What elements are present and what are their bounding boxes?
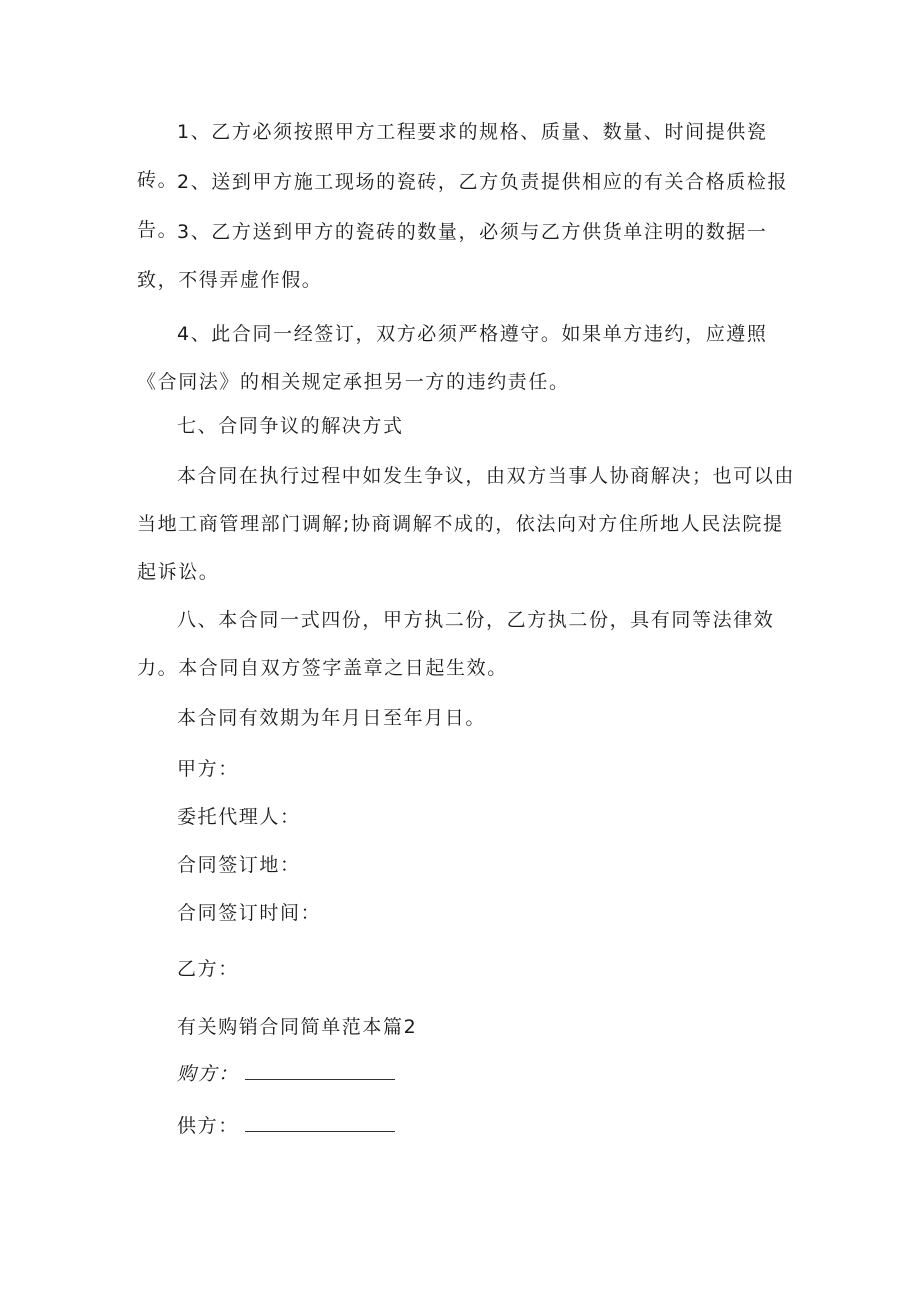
supplier-label: 供方： [177, 1115, 239, 1137]
supplier-blank-line [245, 1113, 395, 1132]
sign-place-label: 合同签订地： [177, 854, 301, 876]
section-8-body: 八、本合同一式四份，甲方执二份，乙方执二份，具有同等法律效力。本合同自双方签字盖章之日起生效。 [137, 609, 775, 679]
clause-2: 2、送到甲方施工现场的瓷砖，乙方负责提供相应的有关合格质检报告。 [137, 171, 789, 241]
party-b-label: 乙方： [177, 958, 239, 980]
clause-1: 1、乙方必须按照甲方工程要求的规格、质量、数量、时间提供瓷砖。 [137, 121, 768, 191]
section-7-title: 七、合同争议的解决方式 [177, 415, 404, 437]
validity-text: 本合同有效期为年月日至年月日。 [177, 707, 487, 729]
section-7-body: 本合同在执行过程中如发生争议，由双方当事人协商解决；也可以由当地工商管理部门调解;协商调解不成的，依法向对方住所地人民法院提起诉讼。 [137, 465, 796, 583]
next-section-title: 有关购销合同简单范本篇2 [177, 1016, 418, 1038]
agent-label: 委托代理人： [177, 806, 301, 828]
buyer-row [177, 1060, 395, 1088]
sign-time-label: 合同签订时间： [177, 902, 322, 924]
buyer-label: 购方： [177, 1063, 239, 1085]
buyer-blank-line [245, 1061, 395, 1080]
party-a-label: 甲方： [177, 758, 239, 780]
clause-4: 4、此合同一经签订，双方必须严格遵守。如果单方违约，应遵照《合同法》的相关规定承担另一方的违约责任。 [137, 323, 768, 393]
clause-3: 3、乙方送到甲方的瓷砖的数量，必须与乙方供货单注明的数据一致，不得弄虚作假。 [137, 221, 768, 291]
supplier-row [177, 1112, 395, 1140]
